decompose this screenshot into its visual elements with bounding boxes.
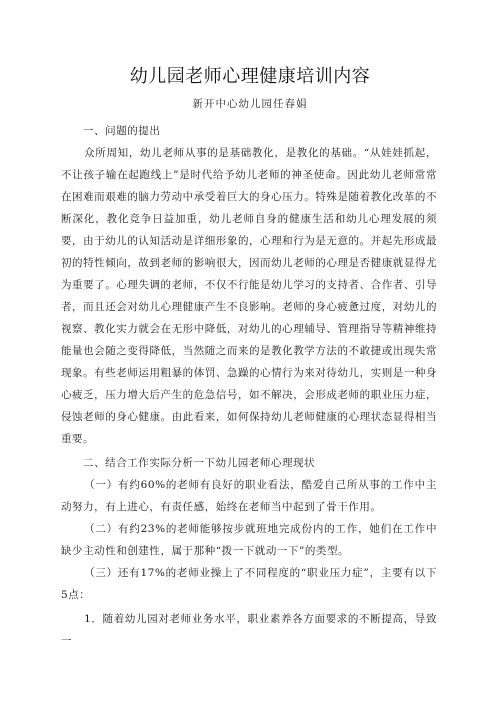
document-author: 新开中心幼儿园任春娟	[192, 98, 308, 110]
list-item-2: （二）有约23%的老师能够按步就班地完成份内的工作，她们在工作中缺少主动性和创建性，属于那种“拨一下就动一下”的类型。	[61, 523, 437, 557]
numbered-point-1: 1．随着幼儿园对老师业务水平，职业素养各方面要求的不断提高，导致一	[61, 613, 437, 647]
section-heading-1: 一、问题的提出	[83, 125, 161, 137]
list-item-1: （一）有约60%的老师有良好的职业看法，酷爱自己所从事的工作中主动努力，有上进心，有责任感，始终在老师当中起到了骨干作用。	[61, 479, 437, 513]
list-item-3: （三）还有17%的老师业操上了不同程度的“职业压力症”，主要有以下5点：	[61, 567, 437, 601]
document-title: 幼儿园老师心理健康培训内容	[129, 66, 371, 87]
document-body	[61, 118, 437, 652]
paragraph-problem-statement: 众所周知，幼儿老师从事的是基础教化，是教化的基础。“从娃娃抓起，不让孩子输在起跑线上”是时代给予幼儿老师的神圣使命。因此幼儿老师常常在困难而艰难的脑力劳动中承受着巨大的身心压力。特殊是随着教化改革的不断深化，教化竞争日益加重，幼儿老师自身的健康生活和幼儿心理发展的须要，由于幼儿的认知活动是详细形象的，心理和行为是无意的。并起先形成最初的特性倾向，故到老师的影响很大，因而幼儿老师的心理是否健康就显得尤为重要了。心理失调的老师，不仅不行能是幼儿学习的支持者、合作者、引导者，而且还会对幼儿心理健康产生不良影响。老师的身心疲惫过度，对幼儿的视察、教化实力就会在无形中降低，对幼儿的心理辅导、管理指导等精神维持能量也会随之变得降低，当然随之而来的是教化教学方法的不敢捷或出现失常现象。有些老师运用粗暴的体罚、急躁的心情行为来对待幼儿，实则是一种身心疲乏，压力增大后产生的危急信号，如不解决，会形成老师的职业压力症，侵蚀老师的身心健康。由此看来，如何保持幼儿老师健康的心理状态显得相当重要。	[61, 147, 437, 445]
section-heading-2: 二、结合工作实际分析一下幼儿园老师心理现状	[83, 457, 316, 469]
